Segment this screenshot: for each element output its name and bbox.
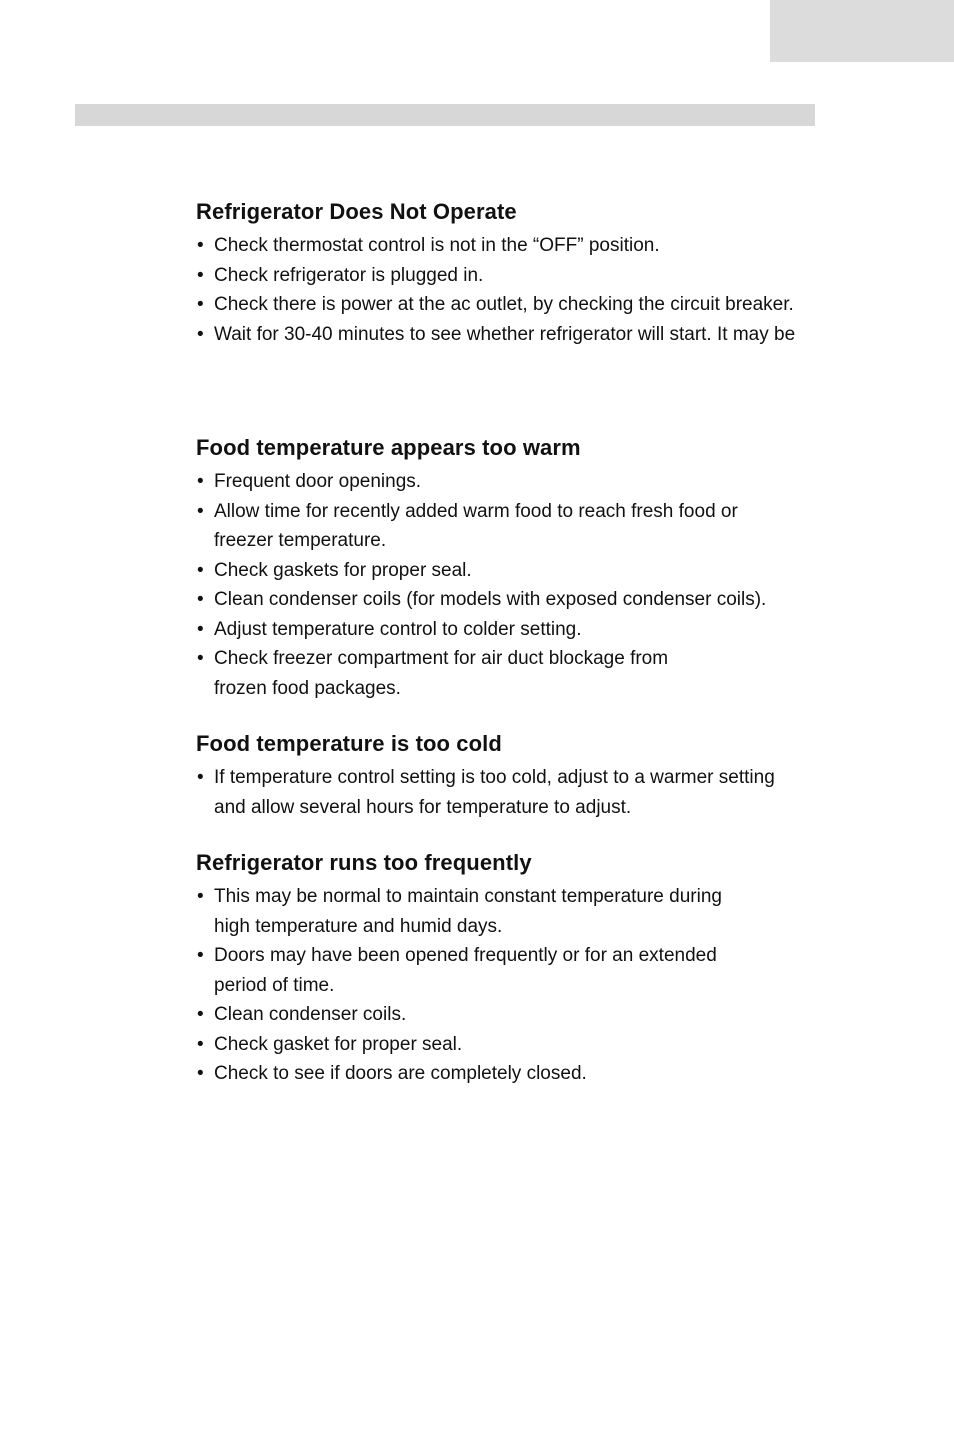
section-heading: Refrigerator runs too frequently [196,850,532,875]
list-item: • Doors may have been opened frequently or for an extended period of time. [196,941,876,1000]
section-heading: Food temperature appears too warm [196,435,581,460]
list-item: • Check freezer compartment for air duct blockage from frozen food packages. [196,644,876,703]
bullet-icon: • [197,559,204,581]
list-item: • If temperature control setting is too cold, adjust to a warmer setting and allow several hours for temperature to adjust. [196,763,876,822]
bullet-icon: • [197,1063,204,1084]
list-item: • Allow time for recently added warm food to reach fresh food or freezer temperature. [196,497,876,556]
bullet-icon: • [197,471,204,492]
bullet-list [196,882,876,1089]
bullet-list [196,231,876,349]
section-refrigerator-runs-too-frequently [196,849,876,1089]
list-item: • Adjust temperature control to colder setting. [196,615,876,645]
section-heading: Food temperature is too cold [196,731,502,756]
bullet-icon: • [197,323,204,345]
list-item: • Clean condenser coils (for models with exposed condenser coils). [196,585,876,615]
list-item: • Check gaskets for proper seal. [196,556,876,586]
bullet-icon: • [197,500,204,522]
header-bar [75,104,815,126]
bullet-icon: • [197,886,204,907]
bullet-icon: • [197,294,204,315]
section-food-temperature-too-cold [196,730,876,822]
list-item: • Check to see if doors are completely closed. [196,1059,876,1089]
list-item: • Wait for 30-40 minutes to see whether refrigerator will start. It may be [196,320,876,350]
bullet-icon: • [197,1033,204,1055]
list-item: • Check refrigerator is plugged in. [196,261,876,291]
bullet-icon: • [197,1004,204,1025]
bullet-icon: • [197,648,204,669]
list-item: • Frequent door openings. [196,467,876,497]
list-item: • Check gasket for proper seal. [196,1030,876,1060]
list-item: • This may be normal to maintain constant temperature during high temperature and humid days. [196,882,876,941]
list-item: • Clean condenser coils. [196,1000,876,1030]
bullet-icon: • [197,618,204,640]
corner-tab [770,0,954,62]
list-item: • Check there is power at the ac outlet, by checking the circuit breaker. [196,290,876,320]
bullet-icon: • [197,235,204,256]
section-food-temperature-too-warm [196,434,876,703]
section-heading: Refrigerator Does Not Operate [196,199,517,224]
bullet-icon: • [197,945,204,966]
bullet-list [196,763,876,822]
bullet-icon: • [197,264,204,286]
bullet-list [196,467,876,703]
bullet-icon: • [197,589,204,610]
list-item: • Check thermostat control is not in the “OFF” position. [196,231,876,261]
section-refrigerator-does-not-operate [196,198,876,349]
bullet-icon: • [197,767,204,788]
